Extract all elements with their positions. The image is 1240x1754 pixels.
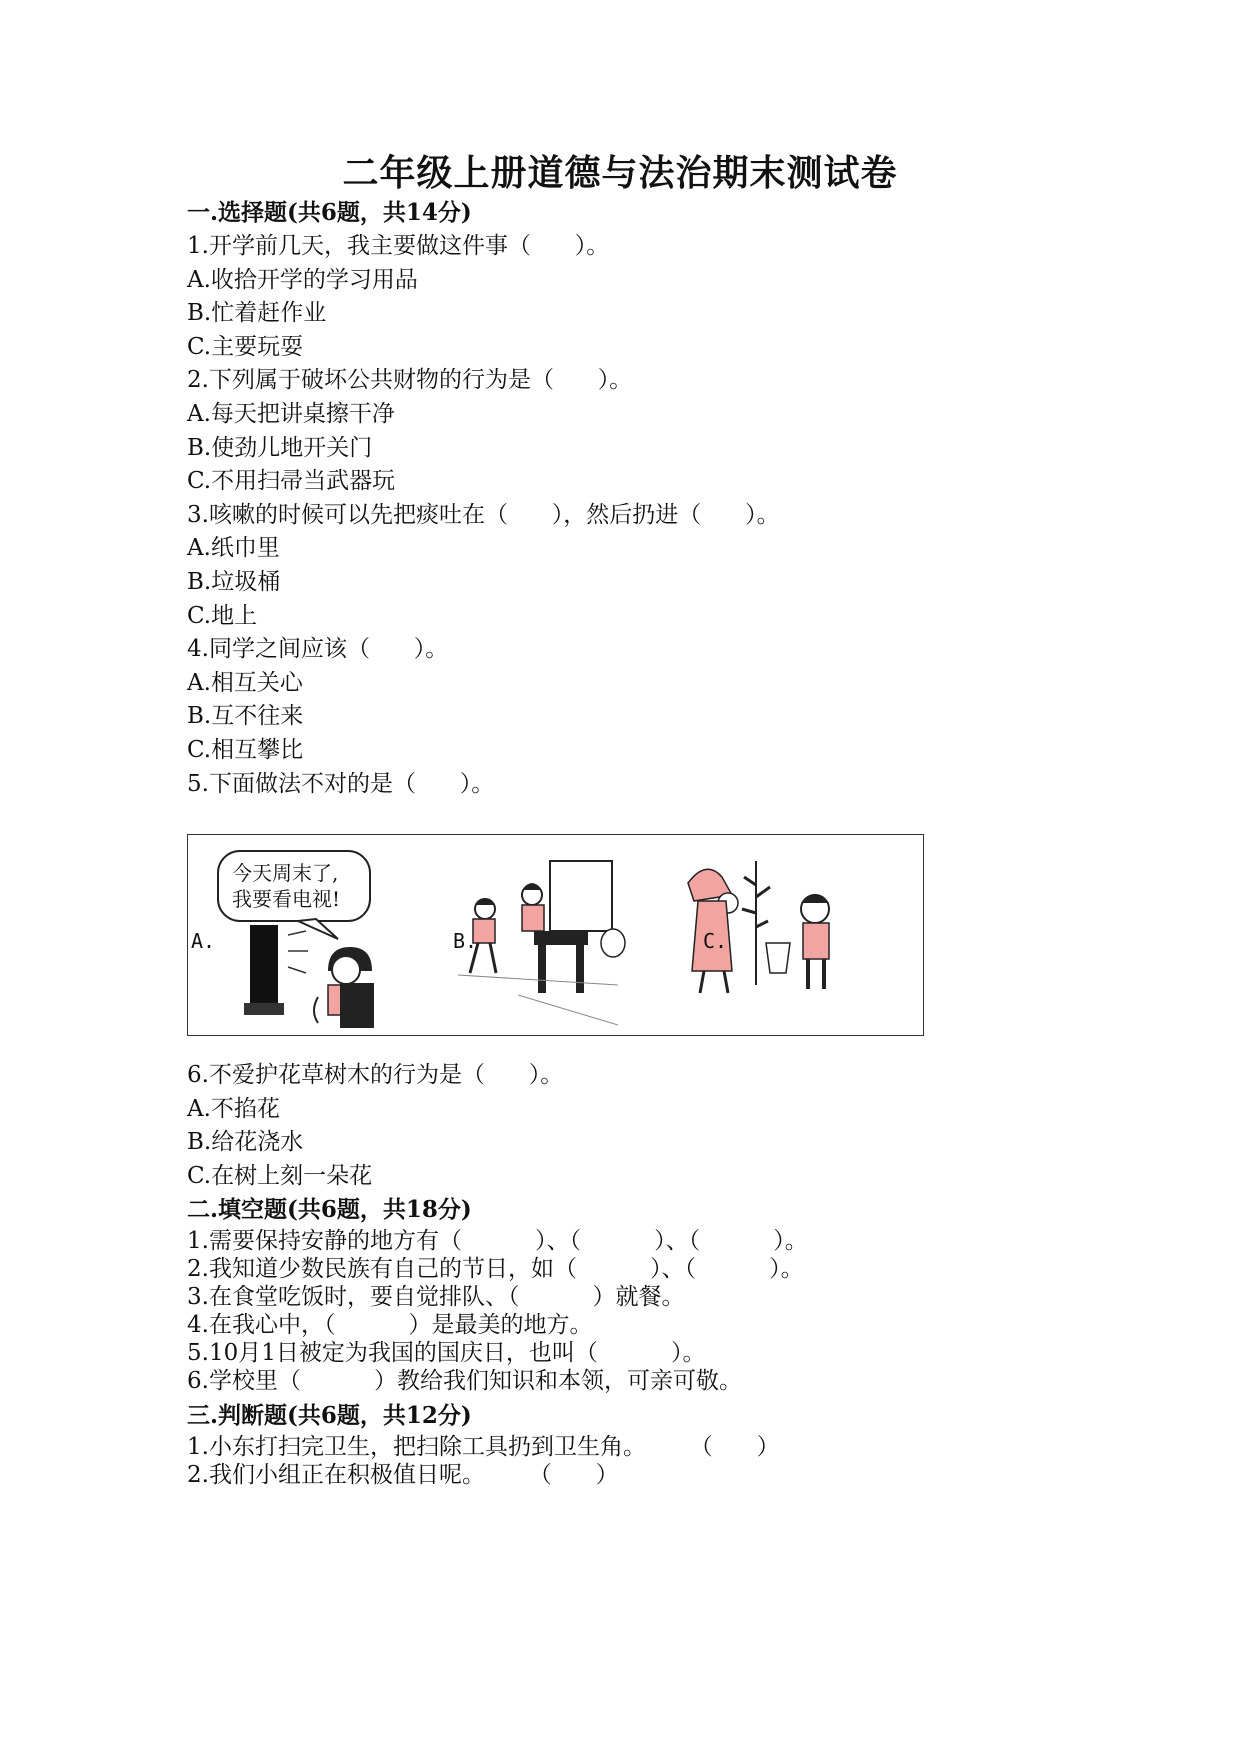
child-figure-a [314,947,374,1028]
cleaning-scene-b [458,861,625,1025]
question-text: 1.开学前几天，我主要做这件事（ ）。 [187,233,610,259]
option-text: B.忙着赶作业 [187,300,327,327]
bubble-text-line1: 今天周末了, [232,861,339,885]
fill-question: 1.需要保持安静的地方有（ ）、（ ）、（ ）。 [187,1228,808,1255]
bubble-text-line2: 我要看电视! [232,887,341,911]
section-heading-choice: 一.选择题(共6题，共14分) [187,199,472,226]
option-text: C.地上 [187,602,258,629]
option-text: A.每天把讲桌擦干净 [187,400,395,427]
option-text: B.垃圾桶 [187,568,281,595]
option-text: C.主要玩耍 [187,333,304,360]
fill-question: 5.10月1日被定为我国的国庆日，也叫（ ）。 [187,1340,706,1367]
question-text: 5.下面做法不对的是（ ）。 [187,770,495,797]
fill-question: 6.学校里（ ）教给我们知识和本领，可亲可敬。 [187,1368,743,1395]
option-text: A.收拾开学的学习用品 [187,266,418,293]
fill-question: 2.我知道少数民族有自己的节日，如（ ）、（ ）。 [187,1256,804,1283]
option-text: C.不用扫帚当武器玩 [187,468,396,495]
judge-question: 2.我们小组正在积极值日呢。 （ ） [187,1462,619,1489]
option-text: C.在树上刻一朵花 [187,1162,373,1189]
fill-question: 4.在我心中，（ ）是最美的地方。 [187,1312,593,1339]
figure-label-a: A. [191,929,216,953]
section-continued [187,1059,1187,1489]
tv-icon [244,925,308,1015]
question-text: 6.不爱护花草树木的行为是（ ）。 [187,1062,564,1088]
question-text: 2.下列属于破坏公共财物的行为是（ ）。 [187,367,633,394]
option-text: B.互不往来 [187,703,304,730]
tree-scene-c [688,861,829,993]
figure-label-c: C. [703,929,728,953]
question-text: 4.同学之间应该（ ）。 [187,636,449,663]
question-illustration [187,834,924,1036]
fill-question: 3.在食堂吃饭时，要自觉排队、（ ）就餐。 [187,1284,685,1311]
page-title: 二年级上册道德与法治期末测试卷 [342,152,898,194]
option-text: B.给花浇水 [187,1129,304,1156]
option-text: A.不掐花 [187,1095,280,1122]
question-text: 3.咳嗽的时候可以先把痰吐在（ ），然后扔进（ ）。 [187,501,780,528]
option-text: A.相互关心 [187,669,303,696]
judge-question: 1.小东打扫完卫生，把扫除工具扔到卫生角。 （ ） [187,1434,780,1461]
section-choice [187,196,1187,801]
option-text: A.纸巾里 [187,535,280,562]
option-text: B.使劲儿地开关门 [187,434,373,461]
section-heading-judge: 三.判断题(共6题，共12分) [187,1402,472,1430]
option-text: C.相互攀比 [187,736,304,763]
figure-label-b: B. [453,929,478,953]
section-heading-fill: 二.填空题(共6题，共18分) [187,1196,472,1224]
